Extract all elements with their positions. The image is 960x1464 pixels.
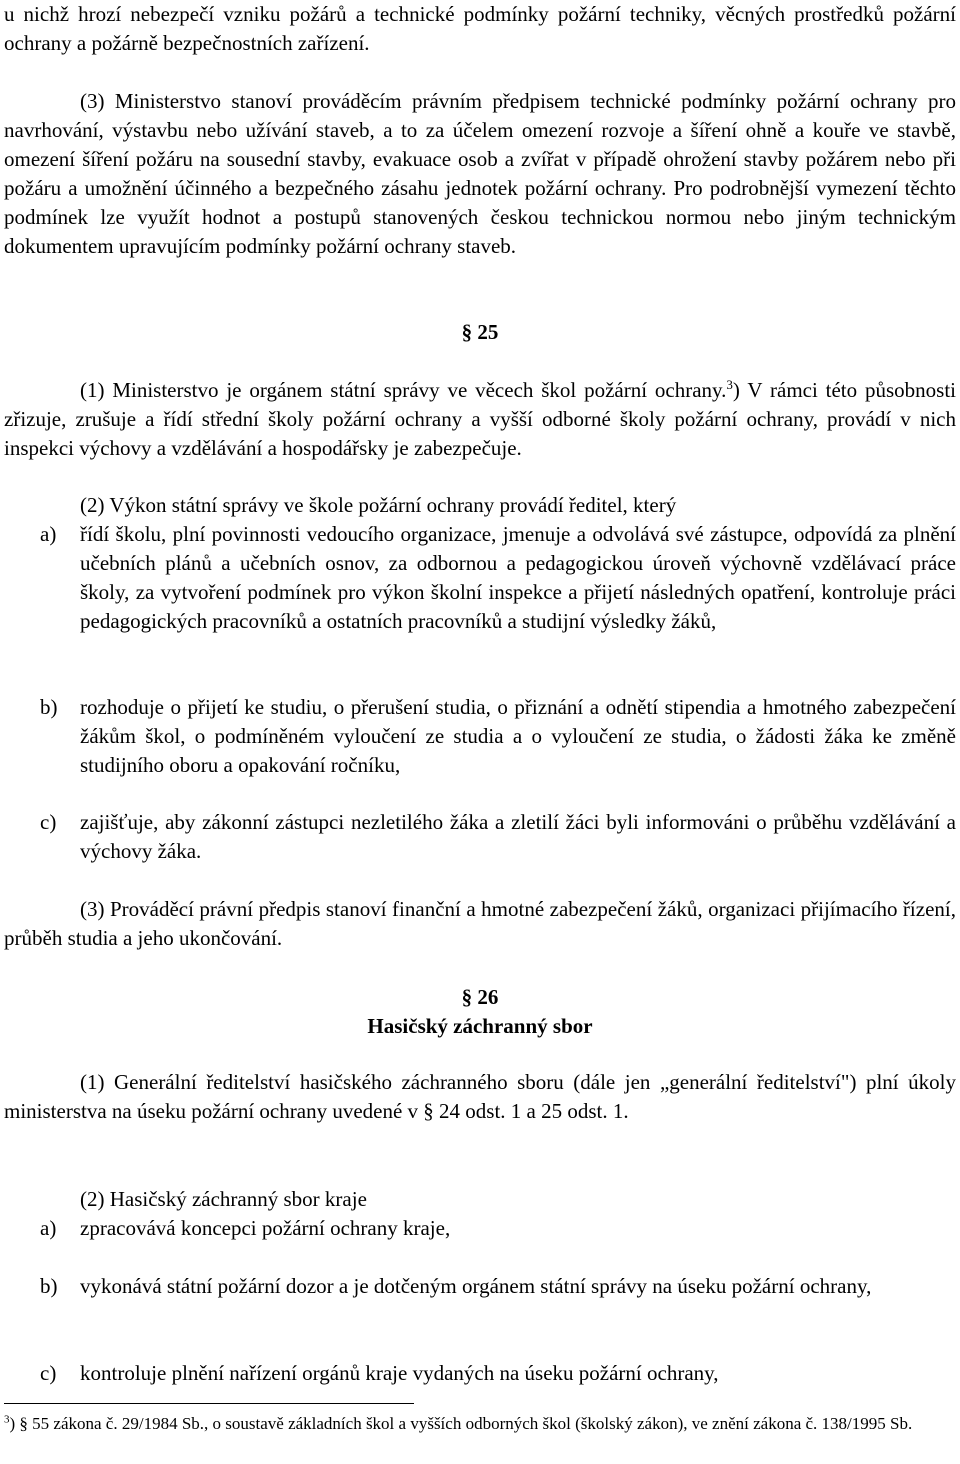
s25-paragraph-3: (3) Prováděcí právní předpis stanoví finanční a hmotné zabezpečení žáků, organizaci přijímacího řízení, průběh studia a jeho ukončování. <box>4 897 956 950</box>
s26-list-item-c <box>4 1359 956 1388</box>
section-heading-25: § 25 <box>461 320 499 344</box>
s26-paragraph-2: (2) Hasičský záchranný sbor kraje <box>80 1187 367 1211</box>
list-item-label: c) <box>40 810 57 834</box>
s25-list-item-b <box>4 693 956 780</box>
list-item-label: a) <box>40 1216 57 1240</box>
section-title-26: Hasičský záchranný sbor <box>367 1014 593 1038</box>
continuation-paragraph: u nichž hrozí nebezpečí vzniku požárů a technické podmínky požární techniky, věcných prostředků požární ochrany a požárně bezpečnostních zařízení. <box>4 2 956 55</box>
s25-list-item-a <box>4 520 956 636</box>
footnote-text: ) § 55 zákona č. 29/1984 Sb., o soustavě základních škol a vyšších odborných škol (školský zákon), ve znění zákona č. 138/1995 Sb. <box>9 1414 913 1433</box>
list-item-text: řídí školu, plní povinnosti vedoucího organizace, jmenuje a odvolává své zástupce, odpovídá za plnění učebních plánů a učebních osnov, za odbornou a pedagogickou úroveň výchovně vzdělávací práce školy, za vytvoření podmínek pro výkon školní inspekce a přijetí následných opatření, kontroluje práci pedagogických pracovníků a ostatních pracovníků a studijní výsledky žáků, <box>80 522 956 633</box>
s25-list-item-c <box>4 808 956 866</box>
s25-paragraph-2: (2) Výkon státní správy ve škole požární ochrany provádí ředitel, který <box>80 493 677 517</box>
list-item-text: zpracovává koncepci požární ochrany kraje, <box>80 1216 451 1240</box>
s25-paragraph-1 <box>4 376 956 463</box>
list-item-text: vykonává státní požární dozor a je dotčeným orgánem státní správy na úseku požární ochrany, <box>80 1274 872 1298</box>
footnote-separator <box>4 1403 414 1404</box>
list-item-label: c) <box>40 1361 57 1385</box>
list-item-label: b) <box>40 1274 58 1298</box>
s25-p1-text-a: (1) Ministerstvo je orgánem státní správy ve věcech škol požární ochrany. <box>80 378 727 402</box>
list-item-label: b) <box>40 695 58 719</box>
list-item-label: a) <box>40 522 57 546</box>
s25-p1-text-b: ) V rámci této působnosti zřizuje, zrušuje a řídí střední školy požární ochrany a vyšší odborné školy požární ochrany, provádí v nich inspekci výchovy a vzdělávání a hospodářsky je zabezpečuje. <box>4 378 956 460</box>
footnote <box>4 1412 956 1436</box>
list-item-text: zajišťuje, aby zákonní zástupci nezletilého žáka a zletilí žáci byli informováni o průběhu vzdělávání a výchovy žáka. <box>80 810 956 863</box>
s26-list-item-b <box>4 1272 956 1301</box>
list-item-text: rozhoduje o přijetí ke studiu, o přerušení studia, o přiznání a odnětí stipendia a hmotného zabezpečení žákům škol, o podmíněném vyloučení ze studia a o vyloučení ze studia, o žádosti žáka ke změně studijního oboru a opakování ročníku, <box>80 695 956 777</box>
paragraph-3-ministerstvo: (3) Ministerstvo stanoví prováděcím právním předpisem technické podmínky požární ochrany pro navrhování, výstavbu nebo užívání staveb, a to za účelem omezení rozvoje a šíření ohně a kouře ve stavbě, omezení šíření požáru na sousední stavby, evakuace osob a zvířat v případě ohrožení stavby požárem nebo při požáru a umožnění účinného a bezpečného zásahu jednotek požární ochrany. Pro podrobnější vymezení těchto podmínek lze využít hodnot a postupů stanovených českou technickou normou nebo jiným technickým dokumentem upravujícím podmínky požární ochrany staveb. <box>4 89 956 258</box>
list-item-text: kontroluje plnění nařízení orgánů kraje vydaných na úseku požární ochrany, <box>80 1361 719 1385</box>
footnote-ref: 3 <box>726 377 733 392</box>
s26-list-item-a <box>4 1214 956 1243</box>
section-heading-26: § 26 <box>461 985 499 1009</box>
s26-paragraph-1: (1) Generální ředitelství hasičského záchranného sboru (dále jen „generální ředitelství") plní úkoly ministerstva na úseku požární ochrany uvedené v § 24 odst. 1 a 25 odst. 1. <box>4 1070 956 1123</box>
footnote-number: 3 <box>4 1413 10 1426</box>
